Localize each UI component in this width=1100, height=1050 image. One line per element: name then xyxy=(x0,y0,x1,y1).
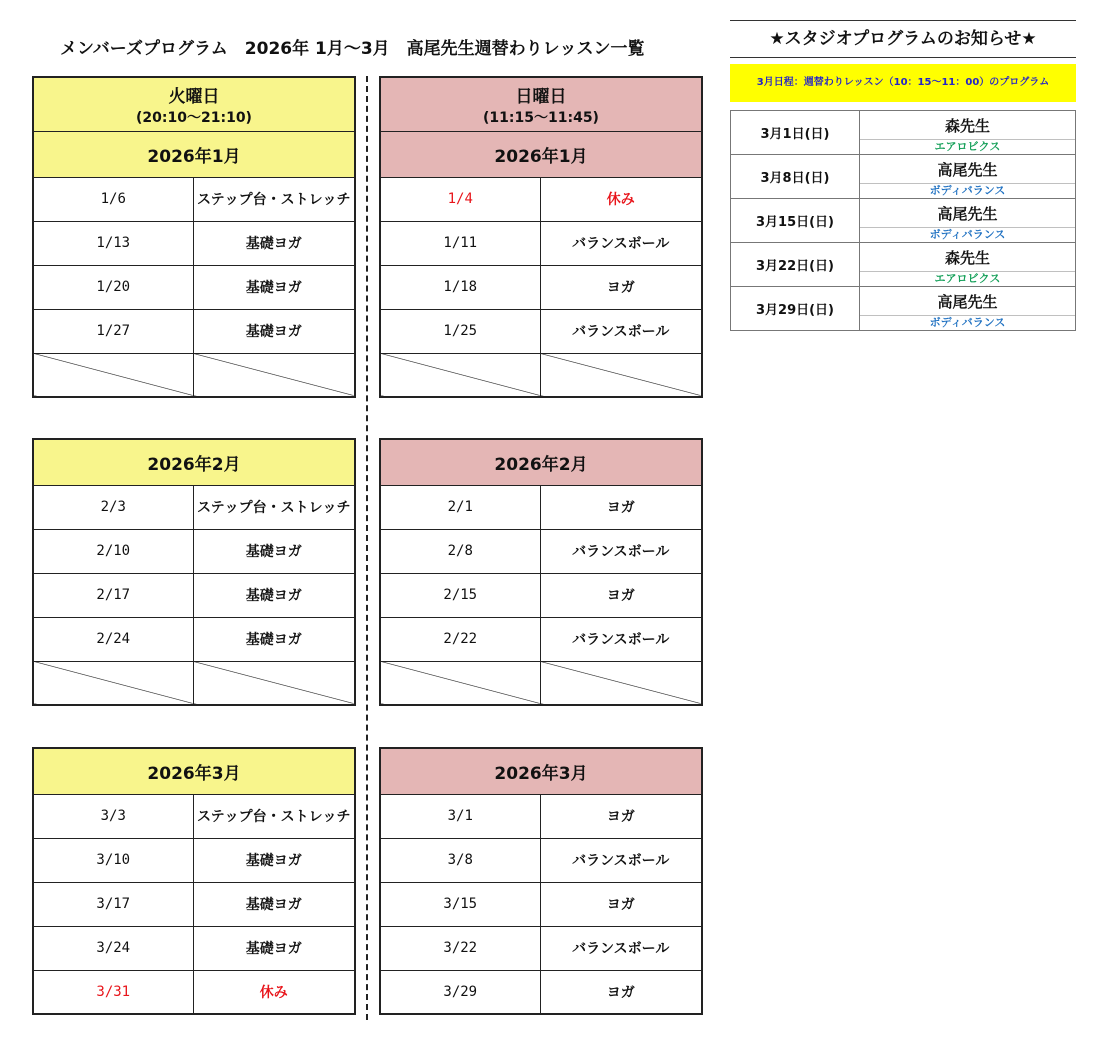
notice-teacher: 高尾先生 xyxy=(860,155,1076,184)
sunday-february-table xyxy=(379,438,703,706)
table-row xyxy=(380,838,702,882)
empty-cell xyxy=(540,353,702,397)
lesson-date: 3/3 xyxy=(33,794,193,838)
table-row xyxy=(33,221,355,265)
table-row xyxy=(380,794,702,838)
sunday-march-table xyxy=(379,747,703,1015)
lesson-date: 2/1 xyxy=(380,485,540,529)
lesson-date: 3/10 xyxy=(33,838,193,882)
table-row xyxy=(33,838,355,882)
lesson-date: 3/29 xyxy=(380,970,540,1014)
lesson-name: 基礎ヨガ xyxy=(193,309,355,353)
lesson-date: 1/11 xyxy=(380,221,540,265)
lesson-date: 1/6 xyxy=(33,177,193,221)
lesson-name: 基礎ヨガ xyxy=(193,573,355,617)
tuesday-march-table xyxy=(32,747,356,1015)
table-row xyxy=(380,485,702,529)
table-row xyxy=(33,485,355,529)
empty-cell xyxy=(33,661,193,705)
lesson-name: 基礎ヨガ xyxy=(193,838,355,882)
table-row xyxy=(33,926,355,970)
lesson-name: 基礎ヨガ xyxy=(193,265,355,309)
table-row xyxy=(380,573,702,617)
lesson-name: バランスボール xyxy=(540,838,702,882)
tuesday-january-table xyxy=(32,76,356,398)
lesson-name: バランスボール xyxy=(540,617,702,661)
lesson-date: 3/1 xyxy=(380,794,540,838)
lesson-name: ステップ台・ストレッチ xyxy=(193,485,355,529)
sunday-time-label: (11:15～11:45) xyxy=(483,109,599,126)
table-row xyxy=(380,177,702,221)
notice-teacher: 森先生 xyxy=(860,111,1076,140)
lesson-name: ヨガ xyxy=(540,265,702,309)
table-row xyxy=(33,970,355,1014)
lesson-date: 1/25 xyxy=(380,309,540,353)
lesson-date: 2/8 xyxy=(380,529,540,573)
sunday-month-label: 2026年1月 xyxy=(380,131,702,177)
lesson-date: 3/24 xyxy=(33,926,193,970)
lesson-name: ステップ台・ストレッチ xyxy=(193,177,355,221)
lesson-name: ヨガ xyxy=(540,794,702,838)
lesson-name: ヨガ xyxy=(540,485,702,529)
empty-cell xyxy=(33,353,193,397)
notice-row xyxy=(731,111,1076,140)
sunday-january-table xyxy=(379,76,703,398)
notice-row xyxy=(731,155,1076,184)
lesson-date: 2/10 xyxy=(33,529,193,573)
table-row xyxy=(33,177,355,221)
notice-program: ボディバランス xyxy=(860,184,1076,199)
notice-date: 3月1日(日) xyxy=(731,111,860,155)
table-row xyxy=(380,970,702,1014)
lesson-date: 2/3 xyxy=(33,485,193,529)
notice-date: 3月22日(日) xyxy=(731,243,860,287)
table-row xyxy=(33,529,355,573)
table-row xyxy=(380,265,702,309)
notice-subtitle: 3月日程：週替わりレッスン（10：15～11：00）のプログラム xyxy=(730,64,1076,102)
empty-cell xyxy=(380,353,540,397)
notice-table xyxy=(730,110,1076,331)
lesson-date: 1/18 xyxy=(380,265,540,309)
tuesday-time-label: (20:10～21:10) xyxy=(136,109,252,126)
table-row xyxy=(33,309,355,353)
notice-program: ボディバランス xyxy=(860,316,1076,331)
lesson-name: ヨガ xyxy=(540,970,702,1014)
lesson-date: 2/24 xyxy=(33,617,193,661)
notice-row xyxy=(731,243,1076,272)
empty-row xyxy=(380,353,702,397)
lesson-date: 3/15 xyxy=(380,882,540,926)
table-row xyxy=(33,617,355,661)
lesson-date: 2/15 xyxy=(380,573,540,617)
lesson-name: バランスボール xyxy=(540,309,702,353)
lesson-name: ヨガ xyxy=(540,882,702,926)
tuesday-month-label: 2026年2月 xyxy=(33,439,355,485)
notice-row xyxy=(731,199,1076,228)
notice-teacher: 高尾先生 xyxy=(860,199,1076,228)
notice-date: 3月29日(日) xyxy=(731,287,860,331)
notice-row xyxy=(731,287,1076,316)
lesson-date: 1/13 xyxy=(33,221,193,265)
table-row xyxy=(33,794,355,838)
studio-notice-panel xyxy=(730,20,1076,331)
lesson-date: 1/27 xyxy=(33,309,193,353)
page-title: メンバーズプログラム 2026年 1月～3月 高尾先生週替わりレッスン一覧 xyxy=(60,39,645,59)
lesson-date: 3/31 xyxy=(33,970,193,1014)
empty-cell xyxy=(380,661,540,705)
lesson-name: バランスボール xyxy=(540,221,702,265)
sunday-day-header xyxy=(380,77,702,131)
notice-program: エアロビクス xyxy=(860,272,1076,287)
lesson-name: 基礎ヨガ xyxy=(193,926,355,970)
notice-date: 3月8日(日) xyxy=(731,155,860,199)
notice-teacher: 森先生 xyxy=(860,243,1076,272)
empty-cell xyxy=(193,661,355,705)
lesson-name: 基礎ヨガ xyxy=(193,617,355,661)
table-row xyxy=(380,309,702,353)
lesson-name: 基礎ヨガ xyxy=(193,882,355,926)
empty-cell xyxy=(193,353,355,397)
table-row xyxy=(380,882,702,926)
lesson-name: 休み xyxy=(540,177,702,221)
table-row xyxy=(33,882,355,926)
table-row xyxy=(380,221,702,265)
tuesday-day-header xyxy=(33,77,355,131)
lesson-name: ヨガ xyxy=(540,573,702,617)
sunday-month-label: 2026年3月 xyxy=(380,748,702,794)
lesson-date: 1/4 xyxy=(380,177,540,221)
table-row xyxy=(33,265,355,309)
empty-row xyxy=(380,661,702,705)
sunday-day-label: 日曜日 xyxy=(515,86,567,107)
tuesday-month-label: 2026年1月 xyxy=(33,131,355,177)
column-divider xyxy=(366,76,368,1020)
tuesday-february-table xyxy=(32,438,356,706)
lesson-name: ステップ台・ストレッチ xyxy=(193,794,355,838)
lesson-date: 3/8 xyxy=(380,838,540,882)
tuesday-month-label: 2026年3月 xyxy=(33,748,355,794)
lesson-name: バランスボール xyxy=(540,529,702,573)
lesson-name: バランスボール xyxy=(540,926,702,970)
lesson-date: 2/17 xyxy=(33,573,193,617)
lesson-date: 3/22 xyxy=(380,926,540,970)
notice-program: ボディバランス xyxy=(860,228,1076,243)
notice-date: 3月15日(日) xyxy=(731,199,860,243)
notice-title: ★スタジオプログラムのお知らせ★ xyxy=(730,20,1076,58)
sunday-month-label: 2026年2月 xyxy=(380,439,702,485)
lesson-date: 1/20 xyxy=(33,265,193,309)
lesson-name: 休み xyxy=(193,970,355,1014)
table-row xyxy=(33,573,355,617)
empty-row xyxy=(33,353,355,397)
table-row xyxy=(380,926,702,970)
table-row xyxy=(380,529,702,573)
tuesday-day-label: 火曜日 xyxy=(168,86,220,107)
lesson-date: 3/17 xyxy=(33,882,193,926)
notice-teacher: 高尾先生 xyxy=(860,287,1076,316)
notice-program: エアロビクス xyxy=(860,140,1076,155)
empty-cell xyxy=(540,661,702,705)
empty-row xyxy=(33,661,355,705)
lesson-name: 基礎ヨガ xyxy=(193,221,355,265)
lesson-date: 2/22 xyxy=(380,617,540,661)
lesson-name: 基礎ヨガ xyxy=(193,529,355,573)
table-row xyxy=(380,617,702,661)
